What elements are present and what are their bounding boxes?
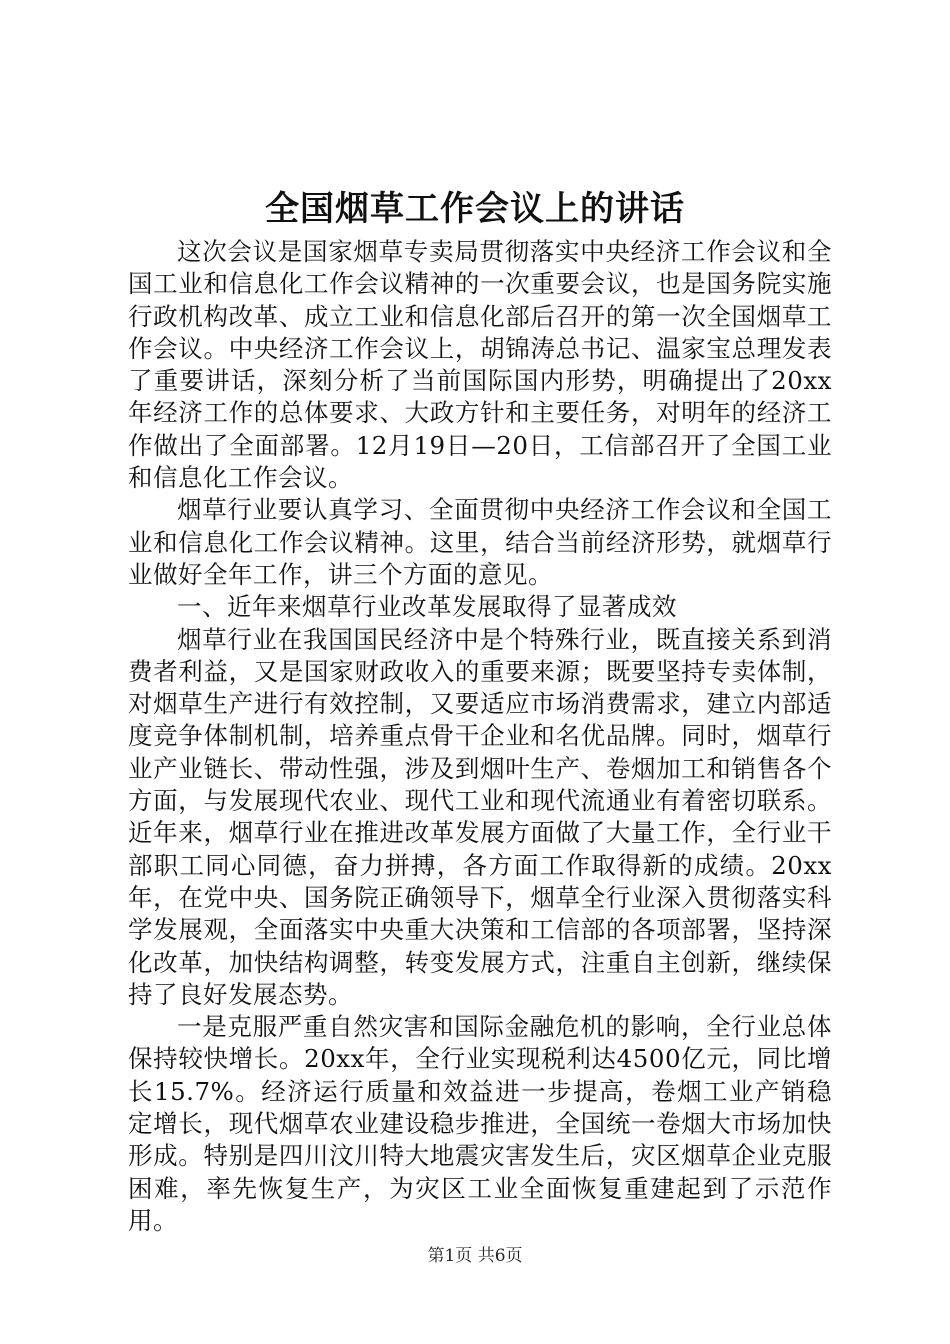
document-body (128, 236, 832, 1237)
section-heading-1: 一、近年来烟草行业改革发展取得了显著成效 (177, 592, 677, 622)
paragraph-2: 烟草行业要认真学习、全面贯彻中央经济工作会议和全国工业和信息化工作会议精神。这里，结合当前经济形势，就烟草行业做好全年工作，讲三个方面的意见。 (128, 495, 832, 589)
paragraph-3: 烟草行业在我国国民经济中是个特殊行业，既直接关系到消费者利益，又是国家财政收入的重要来源；既要坚持专卖体制，对烟草生产进行有效控制，又要适应市场消费需求，建立内部适度竞争体制机制，培养重点骨干企业和名优品牌。同时，烟草行业产业链长、带动性强，涉及到烟叶生产、卷烟加工和销售各个方面，与发展现代农业、现代工业和现代流通业有着密切联系。近年来，烟草行业在推进改革发展方面做了大量工作，全行业干部职工同心同德，奋力拼搏，各方面工作取得新的成绩。20xx年，在党中央、国务院正确领导下，烟草全行业深入贯彻落实科学发展观，全面落实中央重大决策和工信部的各项部署，坚持深化改革，加快结构调整，转变发展方式，注重自主创新，继续保持了良好发展态势。 (128, 624, 832, 1009)
paragraph-1: 这次会议是国家烟草专卖局贯彻落实中央经济工作会议和全国工业和信息化工作会议精神的一次重要会议，也是国务院实施行政机构改革、成立工业和信息化部后召开的第一次全国烟草工作会议。中央经济工作会议上，胡锦涛总书记、温家宝总理发表了重要讲话，深刻分析了当前国际国内形势，明确提出了20xx年经济工作的总体要求、大政方针和主要任务，对明年的经济工作做出了全面部署。12月19日—20日，工信部召开了全国工业和信息化工作会议。 (128, 237, 832, 493)
page-footer: 第1页 共6页 (427, 1246, 523, 1266)
document-title: 全国烟草工作会议上的讲话 (265, 189, 685, 229)
paragraph-4: 一是克服严重自然灾害和国际金融危机的影响，全行业总体保持较快增长。20xx年，全行业实现税利达4500亿元，同比增长15.7%。经济运行质量和效益进一步提高，卷烟工业产销稳定增长，现代烟草农业建设稳步推进，全国统一卷烟大市场加快形成。特别是四川汶川特大地震灾害发生后，灾区烟草企业克服困难，率先恢复生产，为灾区工业全面恢复重建起到了示范作用。 (128, 1012, 832, 1235)
